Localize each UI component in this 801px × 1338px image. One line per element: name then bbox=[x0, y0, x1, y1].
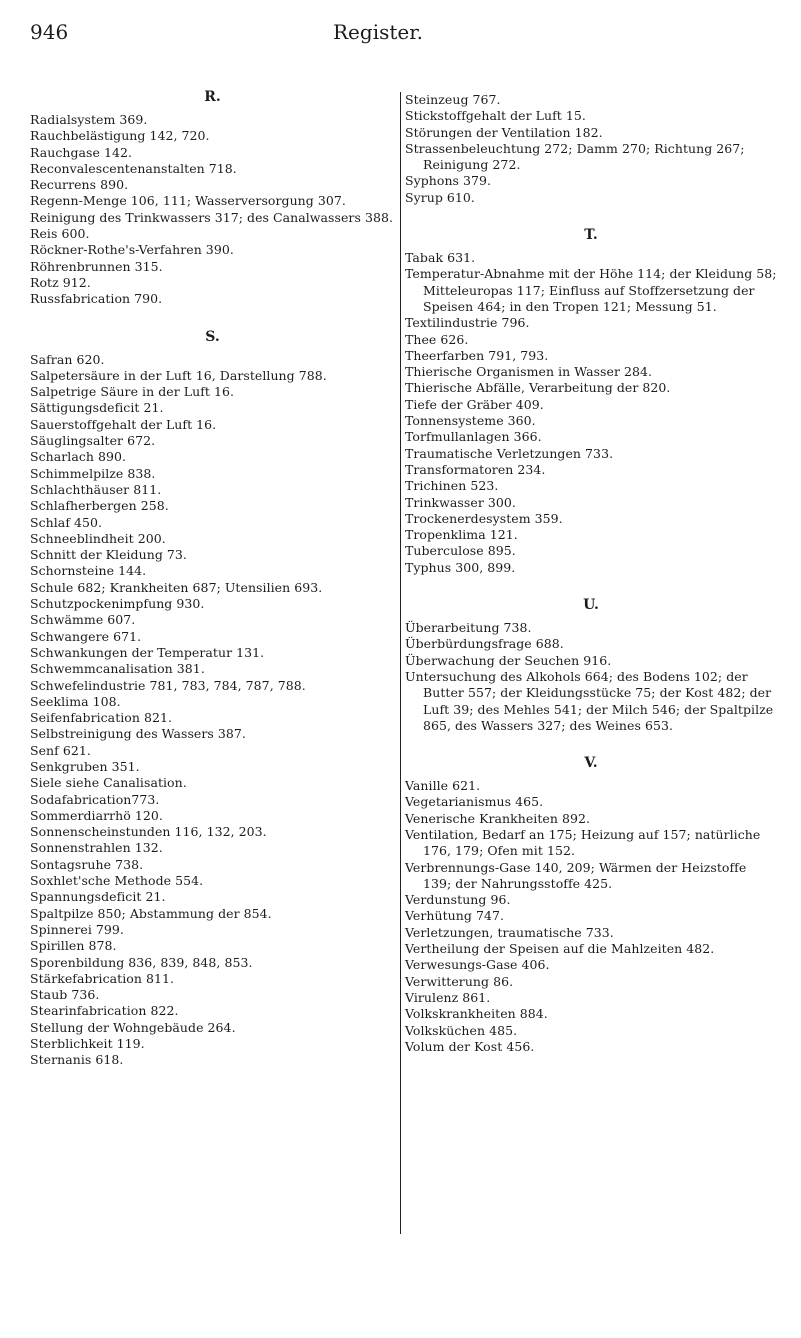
section-letter: S. bbox=[205, 328, 220, 345]
index-entry: Stickstoffgehalt der Luft 15. bbox=[405, 108, 586, 124]
right-column bbox=[400, 92, 777, 1234]
index-entry: Tabak 631. bbox=[405, 250, 476, 266]
index-entry: Schwemmcanalisation 381. bbox=[30, 661, 205, 677]
index-entry: Verhütung 747. bbox=[405, 908, 504, 924]
index-entry: Radialsystem 369. bbox=[30, 112, 148, 127]
section-gap bbox=[405, 576, 777, 596]
index-entry: Sporenbildung 836, 839, 848, 853. bbox=[30, 954, 253, 970]
index-entry: Röhrenbrunnen 315. bbox=[30, 258, 163, 274]
section-gap bbox=[30, 308, 395, 328]
index-entry: Sterblichkeit 119. bbox=[30, 1036, 145, 1052]
index-entry: Vertheilung der Speisen auf die Mahlzeiten 482. bbox=[405, 941, 715, 957]
index-entry: Staub 736. bbox=[30, 987, 100, 1003]
index-entry: Russfabrication 790. bbox=[30, 291, 163, 307]
index-entry: Torfmullanlagen 366. bbox=[405, 429, 542, 445]
index-entry: Schornsteine 144. bbox=[30, 563, 147, 579]
index-entry: Spirillen 878. bbox=[30, 938, 117, 954]
section-letter: R. bbox=[204, 89, 221, 105]
index-entry: Säuglingsalter 672. bbox=[30, 433, 156, 449]
index-entry: Schimmelpilze 838. bbox=[30, 465, 156, 481]
index-entry: Reis 600. bbox=[30, 226, 90, 242]
index-entry: Rotz 912. bbox=[30, 274, 91, 290]
index-entry: Rauchgase 142. bbox=[30, 144, 133, 160]
index-entry: Thee 626. bbox=[405, 331, 469, 347]
index-entry: Schlafherbergen 258. bbox=[30, 498, 169, 514]
running-title: Register. bbox=[333, 20, 423, 44]
index-entry: Reinigung des Trinkwassers 317; des Canalwassers 388. bbox=[30, 209, 393, 225]
index-entry: Spaltpilze 850; Abstammung der 854. bbox=[30, 905, 272, 921]
index-entry: Volum der Kost 456. bbox=[405, 1038, 535, 1054]
index-entry: Schwefelindustrie 781, 783, 784, 787, 788. bbox=[30, 677, 306, 693]
index-entry: Tonnensysteme 360. bbox=[405, 413, 536, 429]
index-entry: Spannungsdeficit 21. bbox=[30, 889, 166, 905]
index-entry: Reconvalescentenanstalten 718. bbox=[30, 160, 237, 176]
index-entry: Thierische Organismen in Wasser 284. bbox=[405, 364, 653, 380]
index-entry: Vegetarianismus 465. bbox=[405, 794, 544, 810]
index-entry: Untersuchung des Alkohols 664; des Bodens 102; der Butter 557; der Kleidungsstücke 75; der Kost 482; der Luft 39; des Mehles 541; der Milch 546; der Spaltpilze 865, des Wassers 327; des Weines 653. bbox=[405, 668, 774, 733]
index-entry: Tiefe der Gräber 409. bbox=[405, 396, 544, 412]
section-letter: U. bbox=[583, 597, 599, 614]
index-entry: Überbürdungsfrage 688. bbox=[405, 636, 564, 652]
index-entry: Syphons 379. bbox=[405, 173, 492, 189]
index-entry: Typhus 300, 899. bbox=[405, 559, 516, 575]
index-entry: Transformatoren 234. bbox=[405, 461, 546, 477]
index-entry: Volksküchen 485. bbox=[405, 1022, 518, 1038]
index-entry: Ventilation, Bedarf an 175; Heizung auf 157; natürliche 176, 179; Ofen mit 152. bbox=[405, 826, 761, 859]
index-entry: Schneeblindheit 200. bbox=[30, 530, 166, 546]
index-entry: Sättigungsdeficit 21. bbox=[30, 400, 164, 416]
index-entry: Überarbeitung 738. bbox=[405, 620, 532, 636]
index-entry: Schwangere 671. bbox=[30, 628, 142, 644]
index-entry: Recurrens 890. bbox=[30, 177, 129, 193]
index-entry: Schwankungen der Temperatur 131. bbox=[30, 644, 265, 660]
index-entry: Stärkefabrication 811. bbox=[30, 970, 174, 986]
index-entry: Theerfarben 791, 793. bbox=[405, 347, 549, 363]
index-entry: Trinkwasser 300. bbox=[405, 494, 516, 510]
index-entry: Scharlach 890. bbox=[30, 449, 127, 465]
index-entry: Störungen der Ventilation 182. bbox=[405, 124, 603, 140]
index-entry: Seeklima 108. bbox=[30, 693, 121, 709]
index-entry: Schwämme 607. bbox=[30, 612, 136, 628]
section-gap bbox=[405, 206, 777, 226]
index-entry: Spinnerei 799. bbox=[30, 921, 124, 937]
index-entry: Schutzpockenimpfung 930. bbox=[30, 596, 205, 612]
index-entry: Verwitterung 86. bbox=[405, 973, 514, 989]
index-entry: Sontagsruhe 738. bbox=[30, 856, 144, 872]
index-entry: Thierische Abfälle, Verarbeitung der 820. bbox=[405, 380, 671, 396]
index-entry: Verwesungs-Gase 406. bbox=[405, 957, 550, 973]
index-entry: Röckner-Rothe's-Verfahren 390. bbox=[30, 242, 234, 258]
index-entry: Tropenklima 121. bbox=[405, 527, 518, 543]
index-entry: Vanille 621. bbox=[405, 778, 481, 794]
page-number: 946 bbox=[30, 20, 69, 44]
index-entry: Volkskrankheiten 884. bbox=[405, 1006, 548, 1022]
index-entry: Traumatische Verletzungen 733. bbox=[405, 445, 614, 461]
index-entry: Verletzungen, traumatische 733. bbox=[405, 924, 614, 940]
index-entry: Siele siehe Canalisation. bbox=[30, 775, 187, 791]
index-entry: Sommerdiarrhö 120. bbox=[30, 807, 163, 823]
left-column bbox=[30, 88, 395, 1069]
index-entry: Schnitt der Kleidung 73. bbox=[30, 547, 187, 563]
index-entry: Schlachthäuser 811. bbox=[30, 481, 162, 497]
index-entry: Sodafabrication773. bbox=[30, 791, 160, 807]
index-entry: Verbrennungs-Gase 140, 209; Wärmen der Heizstoffe 139; der Nahrungsstoffe 425. bbox=[405, 859, 747, 891]
index-entry: Steinzeug 767. bbox=[405, 92, 501, 107]
section-letter: V. bbox=[584, 755, 598, 772]
index-entry: Seifenfabrication 821. bbox=[30, 710, 173, 726]
index-entry: Virulenz 861. bbox=[405, 989, 491, 1005]
index-entry: Senf 621. bbox=[30, 742, 91, 758]
section-gap bbox=[405, 734, 777, 754]
index-entry: Überwachung der Seuchen 916. bbox=[405, 652, 612, 668]
index-entry: Regenn-Menge 106, 111; Wasserversorgung 307. bbox=[30, 193, 346, 209]
index-entry: Venerische Krankheiten 892. bbox=[405, 810, 590, 826]
index-entry: Senkgruben 351. bbox=[30, 758, 140, 774]
index-entry: Schule 682; Krankheiten 687; Utensilien 693. bbox=[30, 579, 323, 595]
index-entry: Trockenerdesystem 359. bbox=[405, 510, 563, 526]
index-entry: Rauchbelästigung 142, 720. bbox=[30, 128, 210, 144]
index-entry: Sonnenstrahlen 132. bbox=[30, 840, 163, 856]
index-entry: Salpetersäure in der Luft 16, Darstellung 788. bbox=[30, 367, 327, 383]
index-entry: Selbstreinigung des Wassers 387. bbox=[30, 726, 246, 742]
index-entry: Schlaf 450. bbox=[30, 514, 103, 530]
index-entry: Temperatur-Abnahme mit der Höhe 114; der Kleidung 58; Mitteleuropas 117; Einfluss auf Stoffzersetzung der Speisen 464; in den Tropen 121; Messung 51. bbox=[405, 266, 777, 314]
index-entry: Textilindustrie 796. bbox=[405, 315, 530, 331]
index-entry: Stellung der Wohngebäude 264. bbox=[30, 1019, 236, 1035]
index-entry: Verdunstung 96. bbox=[405, 892, 511, 908]
index-entry: Syrup 610. bbox=[405, 189, 475, 205]
index-entry: Sauerstoffgehalt der Luft 16. bbox=[30, 416, 217, 432]
section-letter: T. bbox=[584, 227, 598, 244]
index-entry: Tuberculose 895. bbox=[405, 543, 516, 559]
index-entry: Salpetrige Säure in der Luft 16. bbox=[30, 384, 235, 400]
index-entry: Strassenbeleuchtung 272; Damm 270; Richtung 267; Reinigung 272. bbox=[405, 140, 745, 173]
index-entry: Soxhlet'sche Methode 554. bbox=[30, 873, 204, 889]
index-entry: Stearinfabrication 822. bbox=[30, 1003, 179, 1019]
index-entry: Sternanis 618. bbox=[30, 1052, 124, 1068]
index-entry: Safran 620. bbox=[30, 351, 105, 367]
index-entry: Sonnenscheinstunden 116, 132, 203. bbox=[30, 824, 267, 840]
index-entry: Trichinen 523. bbox=[405, 478, 499, 494]
